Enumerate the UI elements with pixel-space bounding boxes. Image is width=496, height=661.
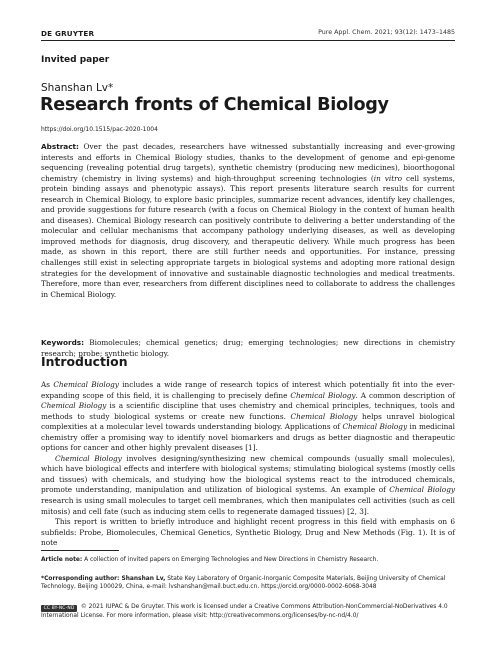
text-run: helps unravel biological complexities at a molecular level towards understanding biology. Applications of	[41, 411, 455, 432]
italic-term: Chemical Biology	[290, 411, 358, 421]
abstract-label: Abstract:	[41, 142, 79, 151]
article-type-label: Invited paper	[41, 55, 110, 65]
header-rule	[41, 40, 455, 41]
license-text: © 2021 IUPAC & De Gruyter. This work is licensed under a Creative Commons Attribution-NonCommercial-NoDerivatives 4.0 International License. For more information, please visit: http://creativecommons.org/licenses/by-nc-nd/4.0/	[41, 604, 448, 619]
section-heading-introduction: Introduction	[41, 354, 128, 369]
intro-paragraph-2	[41, 454, 455, 517]
text-run: involves designing/synthesizing new chemical compounds (usually small molecules), which have biological effects and interfere with biological systems; stimulating biological systems (mostly cells and tissues) with chemicals, and studying how the biological systems react to the introduced chemicals, promote understanding, manipulation and utilization of biological systems. An example of	[41, 453, 455, 495]
journal-reference: Pure Appl. Chem. 2021; 93(12): 1473–1485	[318, 29, 455, 36]
intro-paragraph-3: This report is written to briefly introduce and highlight recent progress in this field with emphasis on 6 subfields: Probe, Biomolecules, Chemical Genetics, Synthetic Biology, Drug and New Methods (Fig. 1). It is of note	[41, 517, 455, 548]
abstract-italic: in vitro	[373, 173, 403, 183]
corresponding-author-label: *Corresponding author: Shanshan Lv,	[41, 576, 166, 582]
text-run: . A common description of	[355, 390, 456, 400]
publisher-name: DE GRUYTER	[41, 29, 95, 38]
doi-link[interactable]: https://doi.org/10.1515/pac-2020-1004	[41, 126, 158, 133]
cc-license-badge[interactable]: CC BY-NC-ND	[41, 605, 77, 612]
corresponding-author-text: State Key Laboratory of Organic-Inorganic Composite Materials, Beijing University of Chemical Technology, Beijing 100029, China, e-mail: lvshanshan@mail.buct.edu.cn. https://orcid.org/0000-0002-6068-3048	[41, 576, 446, 591]
text-run: is a scientific discipline that uses chemistry and chemical principles, techniques, tools and methods to study biological systems or create new functions.	[41, 401, 455, 421]
paper-title: Research fronts of Chemical Biology	[40, 95, 389, 115]
abstract-paragraph	[41, 142, 455, 300]
article-note-text: A collection of invited papers on Emerging Technologies and New Directions in Chemistry Research.	[82, 557, 379, 563]
text-run: research is using small molecules to target cell membranes, which then manipulates cell activities (such as cell mitosis) and cell fate (such as inducing stem cells to regenerate damaged tissues) [2, 3].	[41, 496, 455, 516]
italic-term: Chemical Biology	[342, 422, 408, 432]
license-note	[41, 603, 455, 620]
article-note	[41, 556, 455, 564]
article-note-label: Article note:	[41, 557, 83, 563]
footnote-rule	[41, 550, 119, 551]
intro-paragraph-1	[41, 380, 455, 454]
italic-term: Chemical Biology	[41, 401, 107, 411]
author-name: Shanshan Lv*	[41, 82, 114, 94]
italic-term: Chemical Biology	[53, 380, 119, 389]
keywords-text: Biomolecules; chemical genetics; drug; emerging technologies; new directions in chemistry research; probe; synthetic biology.	[41, 338, 455, 358]
text-run: in medicinal chemistry offer a promising way to identify novel biomarkers and drugs as better diagnostic and therapeutic options for cancer and other highly prevalent diseases [1].	[41, 422, 455, 453]
italic-term: Chemical Biology	[389, 485, 455, 495]
corresponding-author-note	[41, 575, 455, 592]
text-run: includes a wide range of research topics of interest which potentially fit into the ever-expanding scope of this field, it is challenging to precisely define	[41, 380, 455, 400]
introduction-body	[41, 380, 455, 549]
italic-term: Chemical Biology	[55, 453, 122, 463]
text-run: As	[41, 380, 54, 389]
abstract-text-2: cell systems, protein binding assays and phenotypic assays). This report presents literature search results for current research in Chemical Biology, to explore basic principles, summarize recent advances, identify key challenges, and provide suggestions for future research (with a focus on Chemical Biology in the context of human health and diseases). Chemical Biology research can positively contribute to delivering a better understanding of the molecular and cellular mechanisms that accompany pathology underlying diseases, as well as developing improved methods for diagnosis, drug discovery, and therapeutic delivery. While much progress has been made, as shown in this report, there are still further needs and opportunities. For instance, pressing challenges still exist in selecting appropriate targets in biological systems and adopting more rational design strategies for the development of innovative and sustainable diagnostic technologies and medical treatments. Therefore, more than ever, researchers from different disciplines need to collaborate to address the challenges in Chemical Biology.	[41, 173, 455, 299]
keywords-label: Keywords:	[41, 338, 85, 347]
abstract-text-1: Over the past decades, researchers have witnessed substantially increasing and ever-growing interests and efforts in Chemical Biology studies, thanks to the development of genome and epi-genome sequencing (revealing potential drug targets), synthetic chemistry (producing new medicines), bioorthogonal chemistry (chemistry in living systems) and high-throughput screening technologies (	[41, 142, 455, 183]
italic-term: Chemical Biology	[290, 390, 356, 400]
